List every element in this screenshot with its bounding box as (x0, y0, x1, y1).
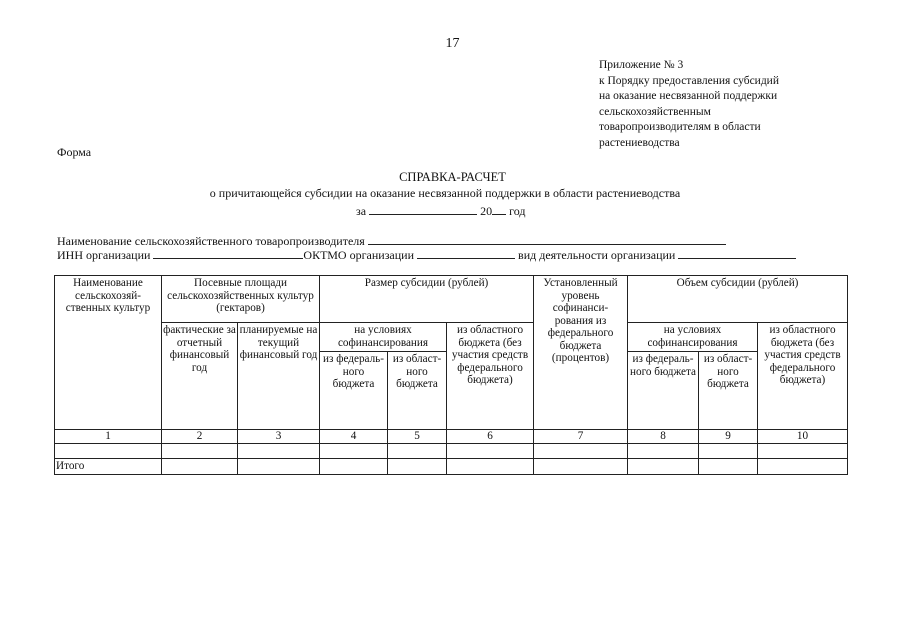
table-cell[interactable] (699, 459, 758, 475)
column-number: 10 (758, 430, 848, 444)
header-subsidy-volume: Объем субсидии (рублей) (628, 276, 848, 323)
producer-label: Наименование сельскохозяйственного товаропроизводителя (57, 234, 365, 248)
appendix-line: растениеводства (599, 136, 680, 149)
document-subtitle: о причитающейся субсидии на оказание несвязанной поддержки в области растениеводства (209, 186, 681, 200)
period-blank[interactable] (369, 203, 477, 215)
table-cell[interactable] (628, 444, 699, 459)
table-cell[interactable] (388, 444, 447, 459)
table-cell[interactable] (699, 444, 758, 459)
total-label: Итого (55, 459, 162, 475)
header-areas-planned: планируемые на текущий финансовый год (238, 323, 320, 430)
column-number: 6 (447, 430, 534, 444)
table-cell[interactable] (238, 459, 320, 475)
appendix-block (599, 58, 839, 151)
period-year-prefix: 20 (480, 204, 493, 218)
column-number: 3 (238, 430, 320, 444)
oktmo-label: ОКТМО организации (303, 248, 415, 262)
header-areas-actual: фактические за отчетный финансовый год (162, 323, 238, 430)
header-areas: Посевные площади сельскохозяйственных культур (гектаров) (162, 276, 320, 323)
appendix-line: Приложение № 3 (599, 59, 684, 71)
activity-blank[interactable] (678, 247, 796, 259)
header-cofin-terms-2: на условиях софинансирования (628, 323, 758, 352)
table-cell[interactable] (447, 459, 534, 475)
column-number: 4 (320, 430, 388, 444)
activity-label: вид деятельности организации (518, 248, 676, 262)
inn-label: ИНН организации (57, 248, 151, 262)
table-cell[interactable] (388, 459, 447, 475)
appendix-line: к Порядку предоставления субсидий (599, 74, 779, 87)
header-from-regional-2: из област-ного бюджета (699, 352, 758, 430)
header-cofin-terms: на условиях софинансирования (320, 323, 447, 352)
column-number: 7 (534, 430, 628, 444)
table-cell[interactable] (628, 459, 699, 475)
column-number: 8 (628, 430, 699, 444)
table-cell[interactable] (162, 444, 238, 459)
period-prefix: за (356, 204, 367, 218)
table-cell[interactable] (55, 444, 162, 459)
header-from-federal-2: из федераль-ного бюджета (628, 352, 699, 430)
producer-blank[interactable] (368, 233, 726, 245)
total-row (55, 459, 848, 475)
column-number: 1 (55, 430, 162, 444)
table-cell[interactable] (320, 444, 388, 459)
column-number: 5 (388, 430, 447, 444)
table-cell[interactable] (758, 459, 848, 475)
appendix-line: на оказание несвязанной поддержки (599, 90, 778, 102)
header-from-federal: из федераль-ного бюджета (320, 352, 388, 430)
table-row (55, 444, 848, 459)
page-number: 17 (445, 36, 460, 51)
inn-line (57, 247, 796, 263)
inn-blank[interactable] (153, 247, 303, 259)
table-cell[interactable] (758, 444, 848, 459)
period-suffix: год (509, 204, 526, 218)
header-crops: Наименование сельскохозяй-ственных культур (55, 276, 162, 430)
appendix-line: товаропроизводителям в области (599, 121, 761, 133)
header-subsidy-size: Размер субсидии (рублей) (320, 276, 534, 323)
table-cell[interactable] (534, 459, 628, 475)
header-cofin-level: Установленный уровень софинанси-рования из федерального бюджета (процентов) (534, 276, 628, 430)
period-line (356, 203, 525, 219)
table-cell[interactable] (162, 459, 238, 475)
appendix-line: сельскохозяйственным (599, 105, 711, 118)
document-title: СПРАВКА-РАСЧЕТ (399, 170, 506, 184)
table-cell[interactable] (534, 444, 628, 459)
table-cell[interactable] (320, 459, 388, 475)
subsidy-table (54, 275, 848, 475)
header-regional-no-federal: из областного бюджета (без участия средств федерального бюджета) (447, 323, 534, 430)
column-number: 2 (162, 430, 238, 444)
form-label: Форма (57, 145, 92, 159)
year-blank[interactable] (492, 203, 506, 215)
table-cell[interactable] (238, 444, 320, 459)
table-cell[interactable] (447, 444, 534, 459)
header-from-regional: из област-ного бюджета (388, 352, 447, 430)
oktmo-blank[interactable] (417, 247, 515, 259)
column-number: 9 (699, 430, 758, 444)
header-regional-no-federal-2: из областного бюджета (без участия средств федерального бюджета) (758, 323, 848, 430)
